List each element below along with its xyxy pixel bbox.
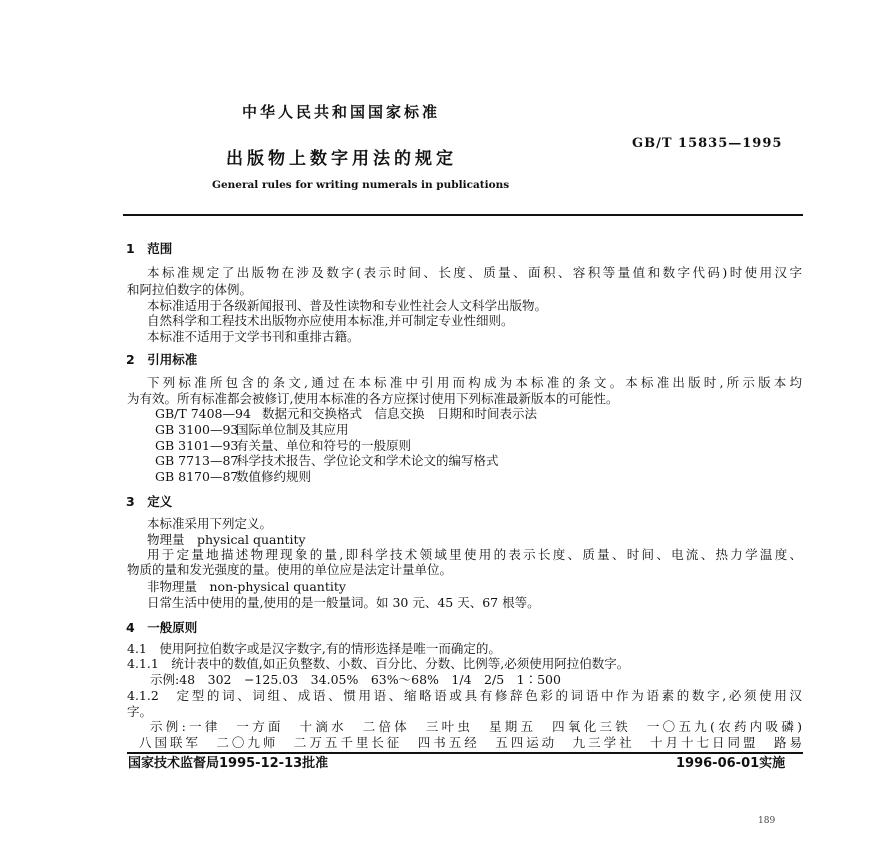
reference-title: 数据元和交换格式 信息交换 日期和时间表示法 — [262, 406, 538, 421]
s3-line: 用于定量地描述物理现象的量,即科学技术领域里使用的表示长度、质量、时间、电流、热力学温度、 — [147, 547, 802, 562]
s4-line: 4.1.2 定型的词、词组、成语、惯用语、缩略语或具有修辞色彩的词语中作为语素的数字,必须使用汉 — [127, 688, 802, 703]
s4-line: 字。 — [127, 704, 153, 719]
document-title-cn: 出版物上数字用法的规定 — [226, 149, 457, 169]
s2-line: 为有效。所有标准都会被修订,使用本标准的各方应探讨使用下列标准最新版本的可能性。 — [127, 391, 619, 406]
section-2-heading: 2 引用标准 — [126, 352, 198, 367]
reference-code: GB 3100—93 — [155, 422, 239, 437]
standard-number: GB/T 15835—1995 — [632, 136, 783, 151]
section-1-heading: 1 范围 — [126, 241, 173, 256]
reference-title: 数值修约规则 — [236, 469, 312, 484]
s4-example: 八国联军 二〇九师 二万五千里长征 四书五经 五四运动 九三学社 十月十七日同盟 路易 — [139, 735, 802, 750]
s3-term: 物理量 physical quantity — [147, 532, 306, 547]
header-rule — [123, 214, 803, 216]
s3-term: 非物理量 non-physical quantity — [147, 579, 346, 594]
document-title-en: General rules for writing numerals in publications — [212, 179, 510, 191]
reference-code: GB 8170—87 — [155, 469, 239, 484]
standard-title: 中华人民共和国国家标准 — [242, 103, 441, 121]
reference-title: 有关量、单位和符号的一般原则 — [236, 438, 412, 453]
reference-title: 科学技术报告、学位论文和学术论文的编写格式 — [236, 453, 499, 468]
s4-line: 4.1.1 统计表中的数值,如正负整数、小数、百分比、分数、比例等,必须使用阿拉伯数字。 — [127, 656, 630, 671]
s4-example: 示例:一律 一方面 十滴水 二倍体 三叶虫 星期五 四氧化三铁 一〇五九(农药内吸磷) — [150, 719, 802, 734]
reference-code: GB/T 7408—94 — [155, 406, 251, 421]
page-number: 189 — [758, 816, 776, 826]
approval-date: 国家技术监督局1995-12-13批准 — [128, 756, 329, 771]
effective-date: 1996-06-01实施 — [676, 756, 786, 771]
reference-code: GB 3101—93 — [155, 438, 239, 453]
s3-line: 物质的量和发光强度的量。使用的单位应是法定计量单位。 — [127, 562, 453, 577]
footer-rule — [127, 752, 803, 754]
s1-line: 本标准规定了出版物在涉及数字(表示时间、长度、质量、面积、容积等量值和数字代码)时使用汉字 — [147, 265, 802, 280]
s1-line: 和阿拉伯数字的体例。 — [127, 282, 253, 297]
s1-line: 本标准不适用于文学书刊和重排古籍。 — [147, 329, 360, 344]
s4-line: 4.1 使用阿拉伯数字或是汉字数字,有的情形选择是唯一而确定的。 — [127, 641, 501, 656]
s1-line: 自然科学和工程技术出版物亦应使用本标准,并可制定专业性细则。 — [147, 313, 514, 328]
s1-line: 本标准适用于各级新闻报刊、普及性读物和专业性社会人文科学出版物。 — [147, 298, 548, 313]
reference-code: GB 7713—87 — [155, 453, 239, 468]
s4-example: 示例:48 302 −125.03 34.05% 63%～68% 1/4 2/5 1∶500 — [150, 672, 561, 687]
reference-title: 国际单位制及其应用 — [236, 422, 349, 437]
s3-line: 日常生活中使用的量,使用的是一般量词。如 30 元、45 天、67 根等。 — [147, 595, 540, 610]
s2-line: 下列标准所包含的条文,通过在本标准中引用而构成为本标准的条文。本标准出版时,所示版本均 — [147, 375, 802, 390]
section-3-heading: 3 定义 — [126, 494, 173, 509]
section-4-heading: 4 一般原则 — [126, 620, 198, 635]
s3-line: 本标准采用下列定义。 — [147, 516, 273, 531]
